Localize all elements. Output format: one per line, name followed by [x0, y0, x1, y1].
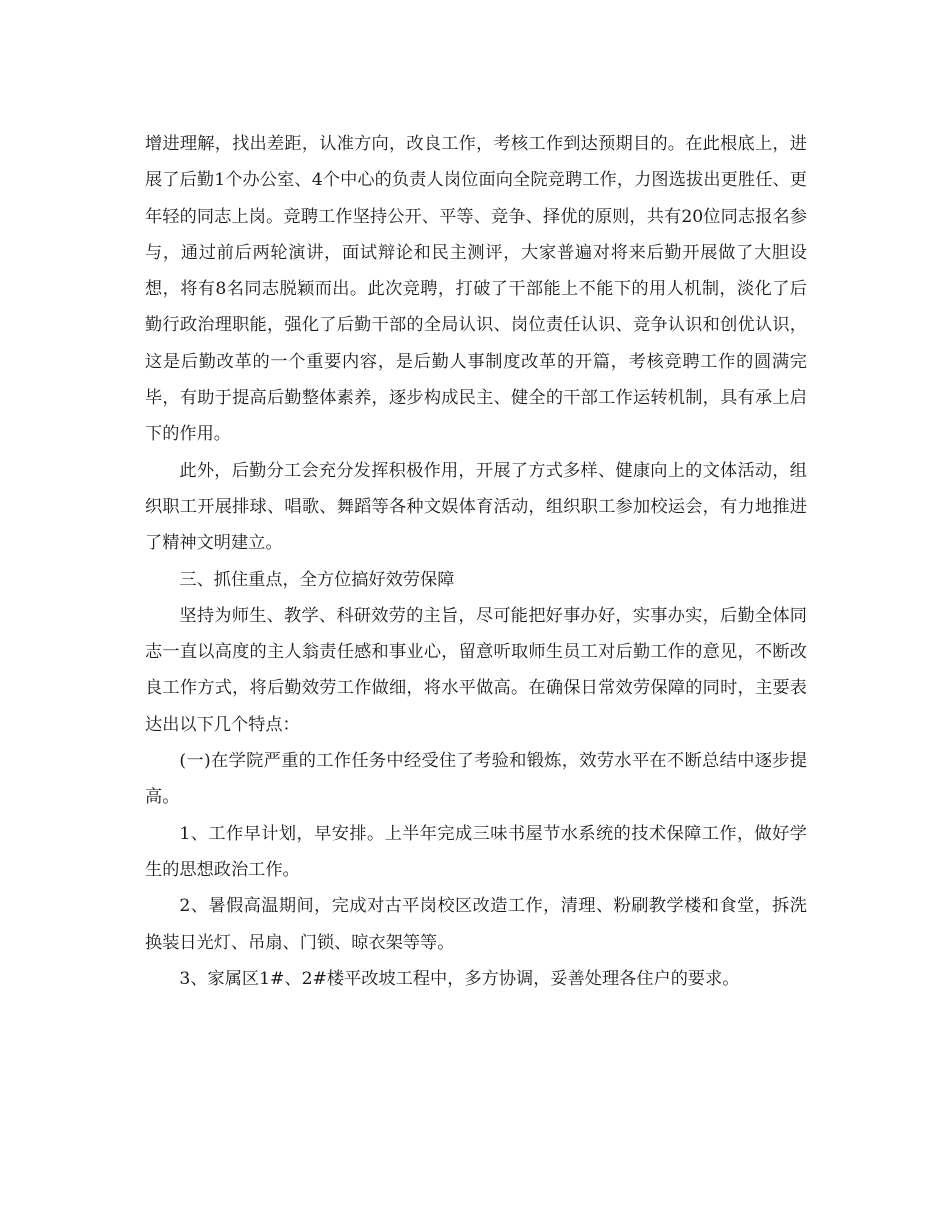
paragraph-service-principle: 坚持为师生、教学、科研效劳的主旨，尽可能把好事办好，实事办实，后勤全体同志一直以高度的主人翁责任感和事业心，留意听取师生员工对后勤工作的意见，不断改良工作方式，将后勤效劳工作做细，将水平做高。在确保日常效劳保障的同时，主要表达出以下几个特点：: [145, 605, 807, 735]
document-body: [145, 126, 807, 997]
subheading-point-one: (一)在学院严重的工作任务中经受住了考验和锻炼，效劳水平在不断总结中逐步提高。: [145, 751, 807, 808]
section-heading-service-guarantee: 三、抓住重点，全方位搞好效劳保障: [179, 569, 455, 590]
list-item-1: 1、工作早计划，早安排。上半年完成三味书屋节水系统的技术保障工作，做好学生的思想政治工作。: [145, 823, 807, 880]
list-item-2: 2、暑假高温期间，完成对古平岗校区改造工作，清理、粉刷教学楼和食堂，拆洗换装日光灯、吊扇、门锁、晾衣架等等。: [145, 896, 807, 953]
paragraph-recruitment: 增进理解，找出差距，认准方向，改良工作，考核工作到达预期目的。在此根底上，进展了后勤1个办公室、4个中心的负责人岗位面向全院竞聘工作，力图选拔出更胜任、更年轻的同志上岗。竞聘工作坚持公开、平等、竞争、择优的原则，共有20位同志报名参与，通过前后两轮演讲，面试辩论和民主测评，大家普遍对将来后勤开展做了大胆设想，将有8名同志脱颖而出。此次竞聘，打破了干部能上不能下的用人机制，淡化了后勤行政治理职能，强化了后勤干部的全局认识、岗位责任认识、竞争认识和创优认识，这是后勤改革的一个重要内容，是后勤人事制度改革的开篇，考核竞聘工作的圆满完毕，有助于提高后勤整体素养，逐步构成民主、健全的干部工作运转机制，具有承上启下的作用。: [145, 134, 807, 445]
list-item-3: 3、家属区1#、2#楼平改坡工程中，多方协调，妥善处理各住户的要求。: [179, 968, 740, 989]
paragraph-union-activities: 此外，后勤分工会充分发挥积极作用，开展了方式多样、健康向上的文体活动，组织职工开展排球、唱歌、舞蹈等各种文娱体育活动，组织职工参加校运会，有力地推进了精神文明建立。: [145, 460, 807, 554]
